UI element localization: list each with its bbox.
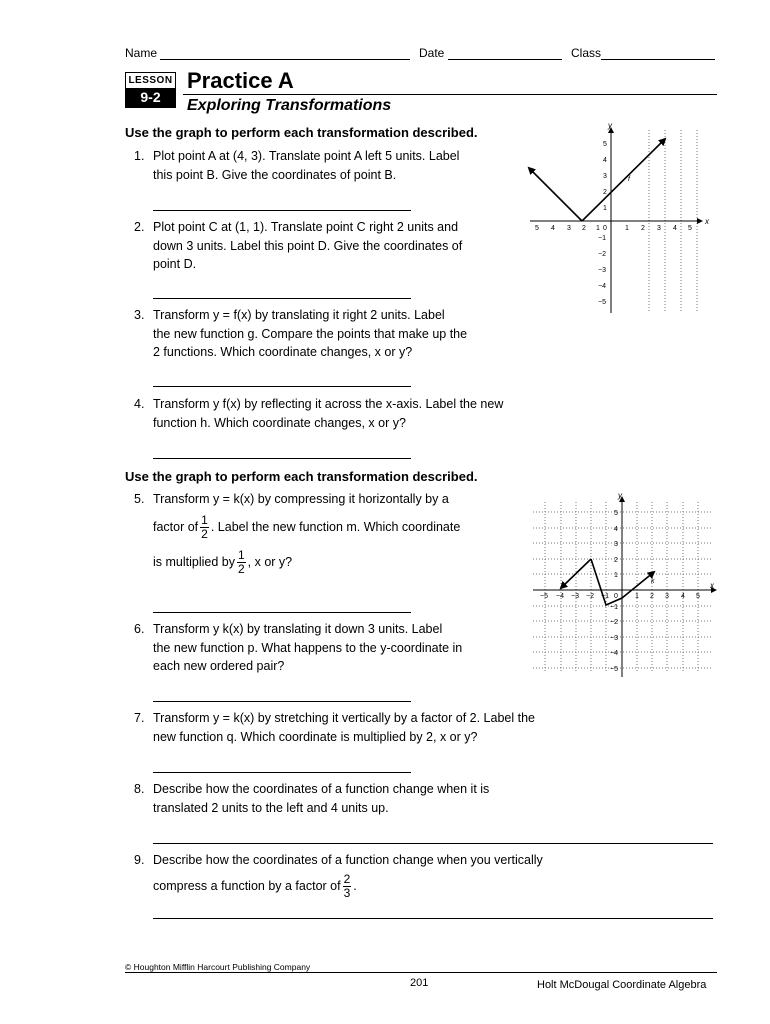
y-tick-label: 2 — [614, 557, 618, 564]
x-tick-label: −1 — [601, 593, 609, 600]
function-label: k — [651, 578, 655, 585]
y-tick-label: 5 — [603, 141, 607, 148]
class-line — [601, 48, 715, 60]
fraction-one-half — [237, 549, 246, 576]
question-text: Transform y f(x) by reflecting it across the x-axis. Label the new — [153, 397, 504, 411]
function-f-left-branch — [529, 168, 582, 221]
book-title: Holt McDougal Coordinate Algebra — [537, 979, 707, 991]
graph-f — [522, 118, 712, 318]
question-text: Plot point A at (4, 3). Translate point A left 5 units. Label — [153, 149, 460, 163]
question-text: . Label the new function m. Which coordinate — [210, 519, 461, 534]
question-text: , x or y? — [247, 554, 293, 569]
lesson-number: 9-2 — [126, 88, 175, 107]
x-tick-label: 1 — [625, 225, 629, 232]
question-number: 3. — [134, 308, 145, 322]
title-rule — [183, 94, 717, 95]
x-tick-label: 4 — [673, 225, 677, 232]
x-tick-label: 3 — [665, 593, 669, 600]
y-tick-label: 5 — [614, 510, 618, 517]
x-tick-label: 1 — [596, 225, 600, 232]
y-axis-label: y — [608, 121, 612, 130]
y-tick-label: 2 — [603, 189, 607, 196]
x-axis-label: x — [705, 217, 709, 226]
x-tick-label: 2 — [650, 593, 654, 600]
question-text: new function q. Which coordinate is multiplied by 2, x or y? — [153, 729, 478, 744]
name-line — [160, 48, 410, 60]
y-tick-label: −1 — [610, 604, 618, 611]
fraction-denominator: 2 — [237, 561, 245, 576]
question-text: . — [353, 878, 357, 893]
x-tick-label: 4 — [551, 225, 555, 232]
x-tick-label: 2 — [641, 225, 645, 232]
question-7 — [134, 709, 535, 746]
question-8 — [134, 780, 489, 817]
y-tick-label: 3 — [614, 541, 618, 548]
x-tick-label: 5 — [688, 225, 692, 232]
x-tick-label: 0 — [603, 225, 607, 232]
answer-line-5[interactable] — [153, 612, 411, 613]
question-text: the new function g. Compare the points that make up the — [153, 326, 468, 341]
question-text: Transform y = k(x) by compressing it horizontally by a — [153, 492, 449, 506]
class-label: Class — [571, 46, 602, 60]
y-axis-label: y — [618, 492, 622, 500]
question-number: 1. — [134, 149, 145, 163]
question-text: Transform y = f(x) by translating it right 2 units. Label — [153, 308, 445, 322]
question-text: is multiplied by — [153, 554, 235, 569]
date-line — [448, 48, 562, 60]
y-tick-label: −5 — [598, 299, 606, 306]
date-label: Date — [419, 46, 445, 60]
x-tick-label: −2 — [586, 593, 594, 600]
x-tick-label: 3 — [567, 225, 571, 232]
x-axis-label: x — [710, 581, 714, 590]
question-text: Plot point C at (1, 1). Translate point C right 2 units and — [153, 220, 459, 234]
question-text: translated 2 units to the left and 4 units up. — [153, 800, 389, 815]
fraction-numerator: 1 — [237, 547, 245, 562]
date-field[interactable] — [419, 46, 562, 60]
name-label: Name — [125, 46, 158, 60]
question-number: 4. — [134, 397, 145, 411]
question-text: Transform y = k(x) by stretching it vertically by a factor of 2. Label the — [153, 711, 535, 725]
question-text: Describe how the coordinates of a function change when it is — [153, 782, 490, 796]
question-6 — [134, 620, 462, 676]
question-number: 2. — [134, 220, 145, 234]
y-tick-label: 1 — [603, 205, 607, 212]
y-tick-label: −3 — [598, 267, 606, 274]
x-tick-label: −3 — [571, 593, 579, 600]
copyright: © Houghton Mifflin Harcourt Publishing Company — [125, 962, 311, 972]
footer-rule — [125, 972, 717, 973]
question-text: this point B. Give the coordinates of point B. — [153, 167, 397, 182]
x-tick-label: 2 — [582, 225, 586, 232]
answer-line-6[interactable] — [153, 701, 411, 702]
y-tick-label: −2 — [610, 619, 618, 626]
section1-instruction: Use the graph to perform each transformation described. — [125, 125, 478, 140]
y-tick-label: −4 — [610, 650, 618, 657]
y-tick-label: 1 — [614, 572, 618, 579]
fraction-numerator: 1 — [201, 512, 208, 527]
answer-line-9[interactable] — [153, 918, 713, 919]
x-tick-label: −4 — [556, 593, 564, 600]
name-field[interactable] — [125, 46, 410, 60]
question-9 — [134, 851, 543, 900]
question-text: 2 functions. Which coordinate changes, x or y? — [153, 345, 413, 359]
page-number: 201 — [410, 977, 429, 989]
graph-k — [530, 492, 720, 682]
x-tick-label: 5 — [535, 225, 539, 232]
fraction-one-half — [200, 514, 209, 541]
function-f-right-branch — [582, 139, 665, 221]
answer-line-2[interactable] — [153, 298, 411, 299]
x-tick-label: 3 — [657, 225, 661, 232]
question-5 — [134, 490, 460, 576]
y-tick-label: −4 — [598, 283, 606, 290]
lesson-badge — [125, 72, 176, 108]
y-tick-label: −2 — [598, 251, 606, 258]
x-tick-label: 1 — [635, 593, 639, 600]
question-text: the new function p. What happens to the y-coordinate in — [153, 640, 463, 655]
y-tick-label: −1 — [598, 235, 606, 242]
class-field[interactable] — [571, 46, 715, 60]
question-text: factor of — [153, 519, 199, 534]
question-4 — [134, 395, 503, 432]
fraction-two-thirds — [343, 873, 352, 900]
answer-line-4[interactable] — [153, 458, 411, 459]
lesson-label: LESSON — [128, 75, 173, 86]
y-tick-label: 3 — [603, 173, 607, 180]
y-tick-label: −3 — [610, 635, 618, 642]
question-text: each new ordered pair? — [153, 659, 285, 673]
function-label: f — [628, 176, 630, 183]
fraction-denominator: 3 — [343, 885, 351, 900]
question-2 — [134, 218, 462, 274]
question-3 — [134, 306, 467, 362]
question-text: Transform y k(x) by translating it down 3 units. Label — [153, 622, 443, 636]
x-tick-label: 5 — [696, 593, 700, 600]
question-text: point D. — [153, 257, 197, 271]
x-tick-label: 0 — [614, 593, 618, 600]
section2-instruction: Use the graph to perform each transformation described. — [125, 469, 478, 484]
x-tick-label: 4 — [681, 593, 685, 600]
y-tick-label: 4 — [603, 157, 607, 164]
y-tick-label: 4 — [614, 526, 618, 533]
fraction-numerator: 2 — [343, 871, 351, 886]
question-1 — [134, 147, 459, 184]
question-number: 7. — [134, 711, 145, 725]
question-number: 5. — [134, 492, 145, 506]
page-title: Practice A — [187, 68, 294, 93]
answer-line-8[interactable] — [153, 843, 713, 844]
x-tick-label: −5 — [540, 593, 548, 600]
question-text: down 3 units. Label this point D. Give the coordinates of — [153, 238, 463, 253]
answer-line-7[interactable] — [153, 772, 411, 773]
question-number: 8. — [134, 782, 145, 796]
grid-lines — [533, 502, 713, 672]
question-text: function h. Which coordinate changes, x or y? — [153, 415, 406, 430]
page-subtitle: Exploring Transformations — [187, 97, 392, 114]
answer-line-3[interactable] — [153, 386, 411, 387]
question-number: 9. — [134, 853, 145, 867]
y-tick-label: −5 — [610, 666, 618, 673]
answer-line-1[interactable] — [153, 210, 411, 211]
question-number: 6. — [134, 622, 145, 636]
fraction-denominator: 2 — [201, 526, 208, 541]
question-text: Describe how the coordinates of a function change when you vertically — [153, 853, 543, 867]
question-text: compress a function by a factor of — [153, 878, 341, 893]
